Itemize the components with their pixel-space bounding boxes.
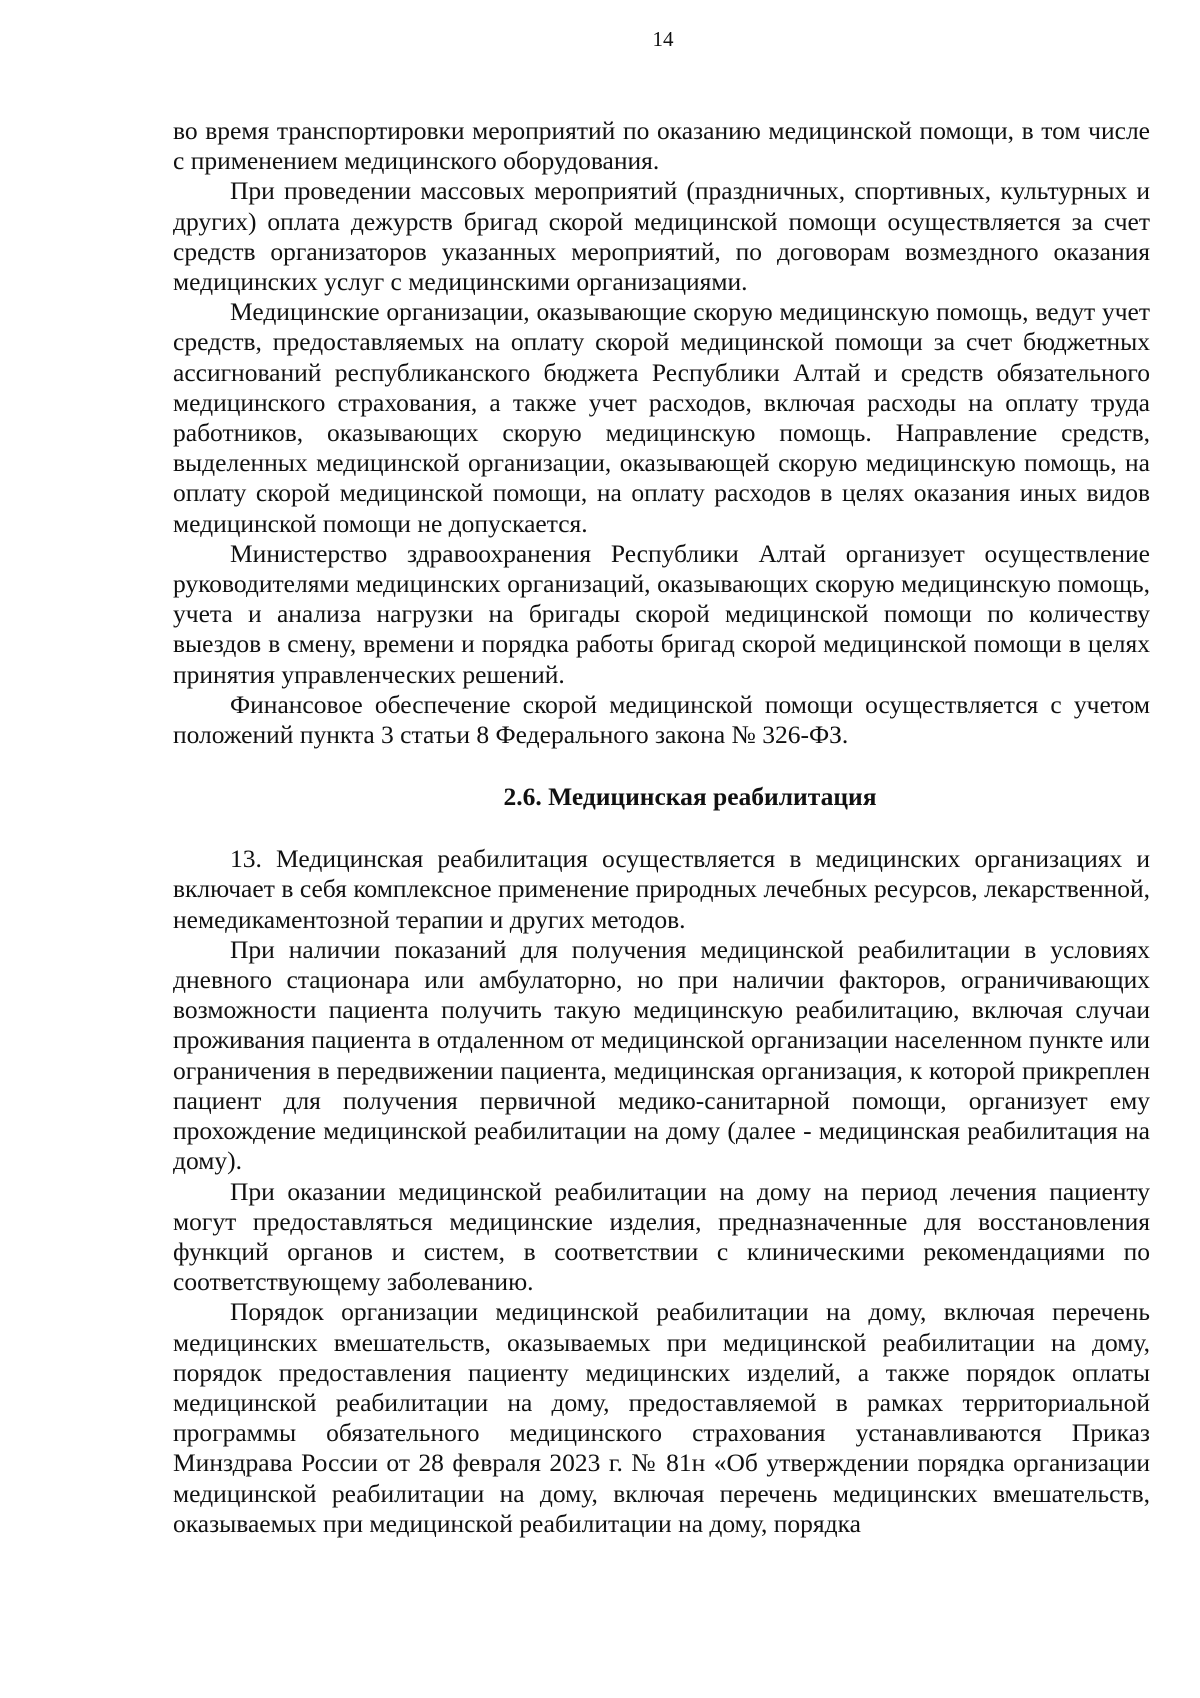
paragraph-item-13: 13. Медицинская реабилитация осуществляется в медицинских организациях и включает в себя комплексное применение природных лечебных ресурсов, лекарственной, немедикаментозной терапии и других методов. [173, 844, 1150, 934]
paragraph-continuation: во время транспортировки мероприятий по оказанию медицинской помощи, в том числе с применением медицинского оборудования. [173, 116, 1150, 176]
paragraph-home-rehab: При наличии показаний для получения медицинской реабилитации в условиях дневного стационара или амбулаторно, но при наличии факторов, ограничивающих возможности пациента получить такую медицинскую реабилитацию, включая случаи проживания пациента в отдаленном от медицинской организации населенном пункте или ограничения в передвижении пациента, медицинская организация, к которой прикреплен пациент для получения первичной медико-санитарной помощи, организует ему прохождение медицинской реабилитации на дому (далее - медицинская реабилитация на дому). [173, 934, 1150, 1176]
paragraph-mass-events: При проведении массовых мероприятий (праздничных, спортивных, культурных и других) оплата дежурств бригад скорой медицинской помощи осуществляется за счет средств организаторов указанных мероприятий, по договорам возмездного оказания медицинских услуг с медицинскими организациями. [173, 176, 1150, 297]
paragraph-accounting: Медицинские организации, оказывающие скорую медицинскую помощь, ведут учет средств, предоставляемых на оплату скорой медицинской помощи за счет бюджетных ассигнований республиканского бюджета Республики Алтай и средств обязательного медицинского страхования, а также учет расходов, включая расходы на оплату труда работников, оказывающих скорую медицинскую помощь. Направление средств, выделенных медицинской организации, оказывающей скорую медицинскую помощь, на оплату скорой медицинской помощи, на оплату расходов в целях оказания иных видов медицинской помощи не допускается. [173, 297, 1150, 538]
paragraph-procedure: Порядок организации медицинской реабилитации на дому, включая перечень медицинских вмешательств, оказываемых при медицинской реабилитации на дому, порядок предоставления пациенту медицинских изделий, а также порядок оплаты медицинской реабилитации на дому, предоставляемой в рамках территориальной программы обязательного медицинского страхования устанавливаются Приказ Минздрава России от 28 февраля 2023 г. № 81н «Об утверждении порядка организации медицинской реабилитации на дому, включая перечень медицинских вмешательств, оказываемых при медицинской реабилитации на дому, порядка [173, 1297, 1150, 1538]
paragraph-ministry: Министерство здравоохранения Республики Алтай организует осуществление руководителями медицинских организаций, оказывающих скорую медицинскую помощь, учета и анализа нагрузки на бригады скорой медицинской помощи по количеству выездов в смену, времени и порядка работы бригад скорой медицинской помощи в целях принятия управленческих решений. [173, 538, 1150, 689]
paragraph-medical-devices: При оказании медицинской реабилитации на дому на период лечения пациенту могут предоставляться медицинские изделия, предназначенные для восстановления функций органов и систем, в соответствии с клиническими рекомендациями по соответствующему заболеванию. [173, 1176, 1150, 1297]
paragraph-financing: Финансовое обеспечение скорой медицинской помощи осуществляется с учетом положений пункта 3 статьи 8 Федерального закона № 326-ФЗ. [173, 689, 1150, 750]
document-body [173, 116, 1150, 1539]
page-number: 14 [652, 27, 674, 51]
section-heading: 2.6. Медицинская реабилитация [503, 782, 877, 812]
